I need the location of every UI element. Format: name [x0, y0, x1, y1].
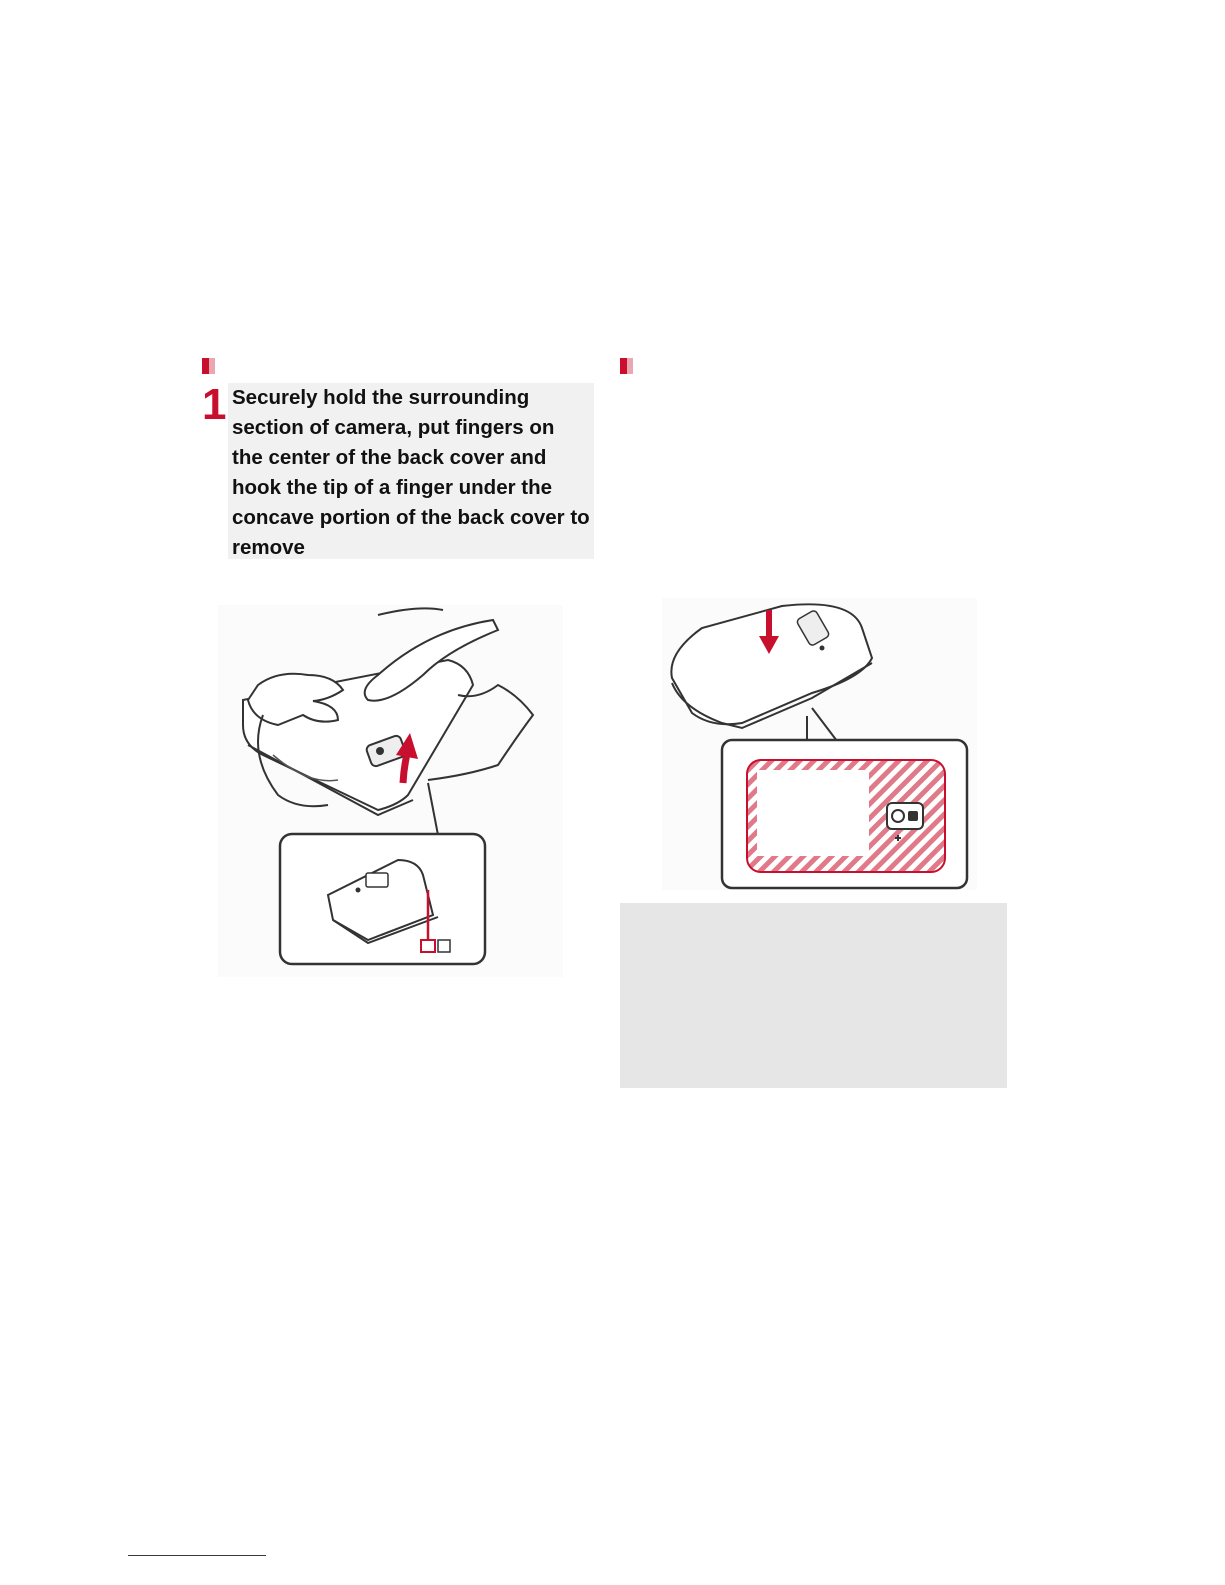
step-instruction: Securely hold the surrounding section of camera, put fingers on the center of the back cover and hook the tip of a finger under the concave portion of the back cover to remove: [228, 383, 594, 559]
footer-divider: [128, 1555, 266, 1556]
section-marker-icon: [202, 358, 215, 374]
section-marker-icon: [620, 358, 633, 374]
step-number: 1: [202, 380, 227, 429]
phone-back-cover-attach-illustration: [662, 598, 977, 890]
note-box: [620, 903, 1007, 1088]
hands-removing-back-cover-illustration: [218, 605, 563, 977]
